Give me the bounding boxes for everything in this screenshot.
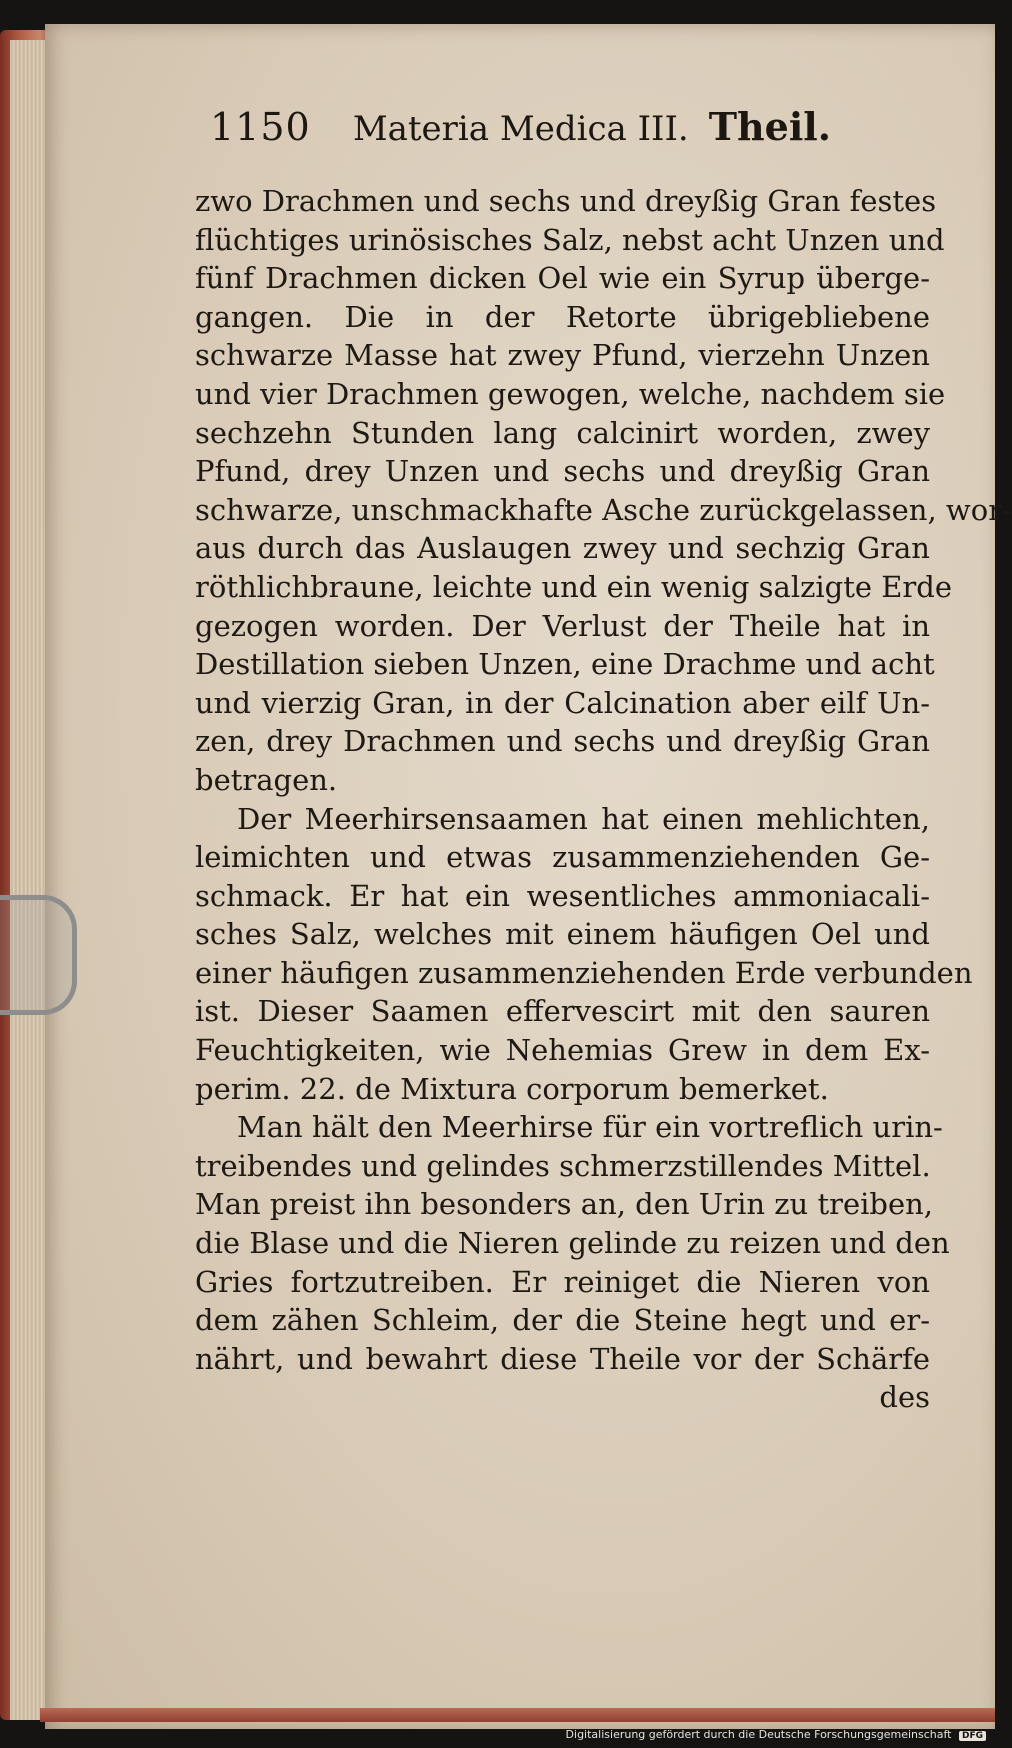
digitization-credit	[566, 1728, 986, 1746]
text-line: dem zähen Schleim, der die Steine hegt und er-	[195, 1303, 930, 1338]
book-bottom-edge	[40, 1708, 995, 1722]
text-line: die Blase und die Nieren gelinde zu reizen und den	[195, 1226, 950, 1261]
text-line: treibendes und gelindes schmerzstillendes Mittel.	[195, 1148, 931, 1183]
body-text	[195, 182, 1012, 1417]
text-line: sechzehn Stunden lang calcinirt worden, zwey	[195, 415, 930, 450]
book-page	[45, 24, 1012, 1729]
text-line: nährt, und bewahrt diese Theile vor der Schärfe	[195, 1341, 930, 1376]
text-line: schmack. Er hat ein wesentliches ammoniacali-	[195, 878, 930, 913]
text-line: schwarze, unschmackhafte Asche zurückgelassen, wor-	[195, 492, 1012, 527]
text-line: und vierzig Gran, in der Calcination aber eilf Un-	[195, 685, 930, 720]
text-line: Feuchtigkeiten, wie Nehemias Grew in dem Ex-	[195, 1033, 930, 1068]
catchword: des	[879, 1380, 930, 1415]
text-line: betragen.	[195, 762, 338, 797]
text-line: sches Salz, welches mit einem häufigen Oel und	[195, 917, 930, 952]
text-line: Man hält den Meerhirse für ein vortreflich urin-	[237, 1110, 943, 1145]
running-part: Theil.	[708, 104, 831, 149]
text-line: perim. 22. de Mixtura corporum bemerket.	[195, 1071, 829, 1106]
credit-text: Digitalisierung gefördert durch die Deutsche Forschungsgemeinschaft	[565, 1728, 952, 1741]
text-line: zen, drey Drachmen und sechs und dreyßig Gran	[195, 724, 930, 759]
text-line: röthlichbraune, leichte und ein wenig salzigte Erde	[195, 569, 953, 604]
text-line: gezogen worden. Der Verlust der Theile hat in	[195, 608, 930, 643]
page-clip	[0, 895, 77, 1015]
text-line: Gries fortzutreiben. Er reiniget die Nieren von	[195, 1264, 930, 1299]
text-line: schwarze Masse hat zwey Pfund, vierzehn Unzen	[195, 338, 930, 373]
text-line: ist. Dieser Saamen effervescirt mit den sauren	[195, 994, 930, 1029]
running-title: Materia Medica III.	[352, 109, 689, 149]
running-head	[210, 104, 910, 164]
text-line: fünf Drachmen dicken Oel wie ein Syrup überge-	[195, 261, 930, 296]
dfg-logo: DFG	[959, 1731, 986, 1741]
text-line: einer häufigen zusammenziehenden Erde verbunden	[195, 955, 973, 990]
text-line: Der Meerhirsensaamen hat einen mehlichten,	[237, 801, 930, 836]
text-line: flüchtiges urinösisches Salz, nebst acht Unzen und	[195, 222, 945, 257]
text-line: Destillation sieben Unzen, eine Drachme und acht	[195, 647, 935, 682]
text-line: aus durch das Auslaugen zwey und sechzig Gran	[195, 531, 930, 566]
text-line: Man preist ihn besonders an, den Urin zu treiben,	[195, 1187, 934, 1222]
text-line: zwo Drachmen und sechs und dreyßig Gran festes	[195, 184, 937, 218]
page-number: 1150	[210, 105, 311, 149]
text-line: Pfund, drey Unzen und sechs und dreyßig Gran	[195, 454, 930, 489]
text-line: und vier Drachmen gewogen, welche, nachdem sie	[195, 376, 946, 411]
text-line: leimichten und etwas zusammenziehenden Ge-	[195, 840, 930, 875]
text-line: gangen. Die in der Retorte übrigebliebene	[195, 299, 930, 334]
